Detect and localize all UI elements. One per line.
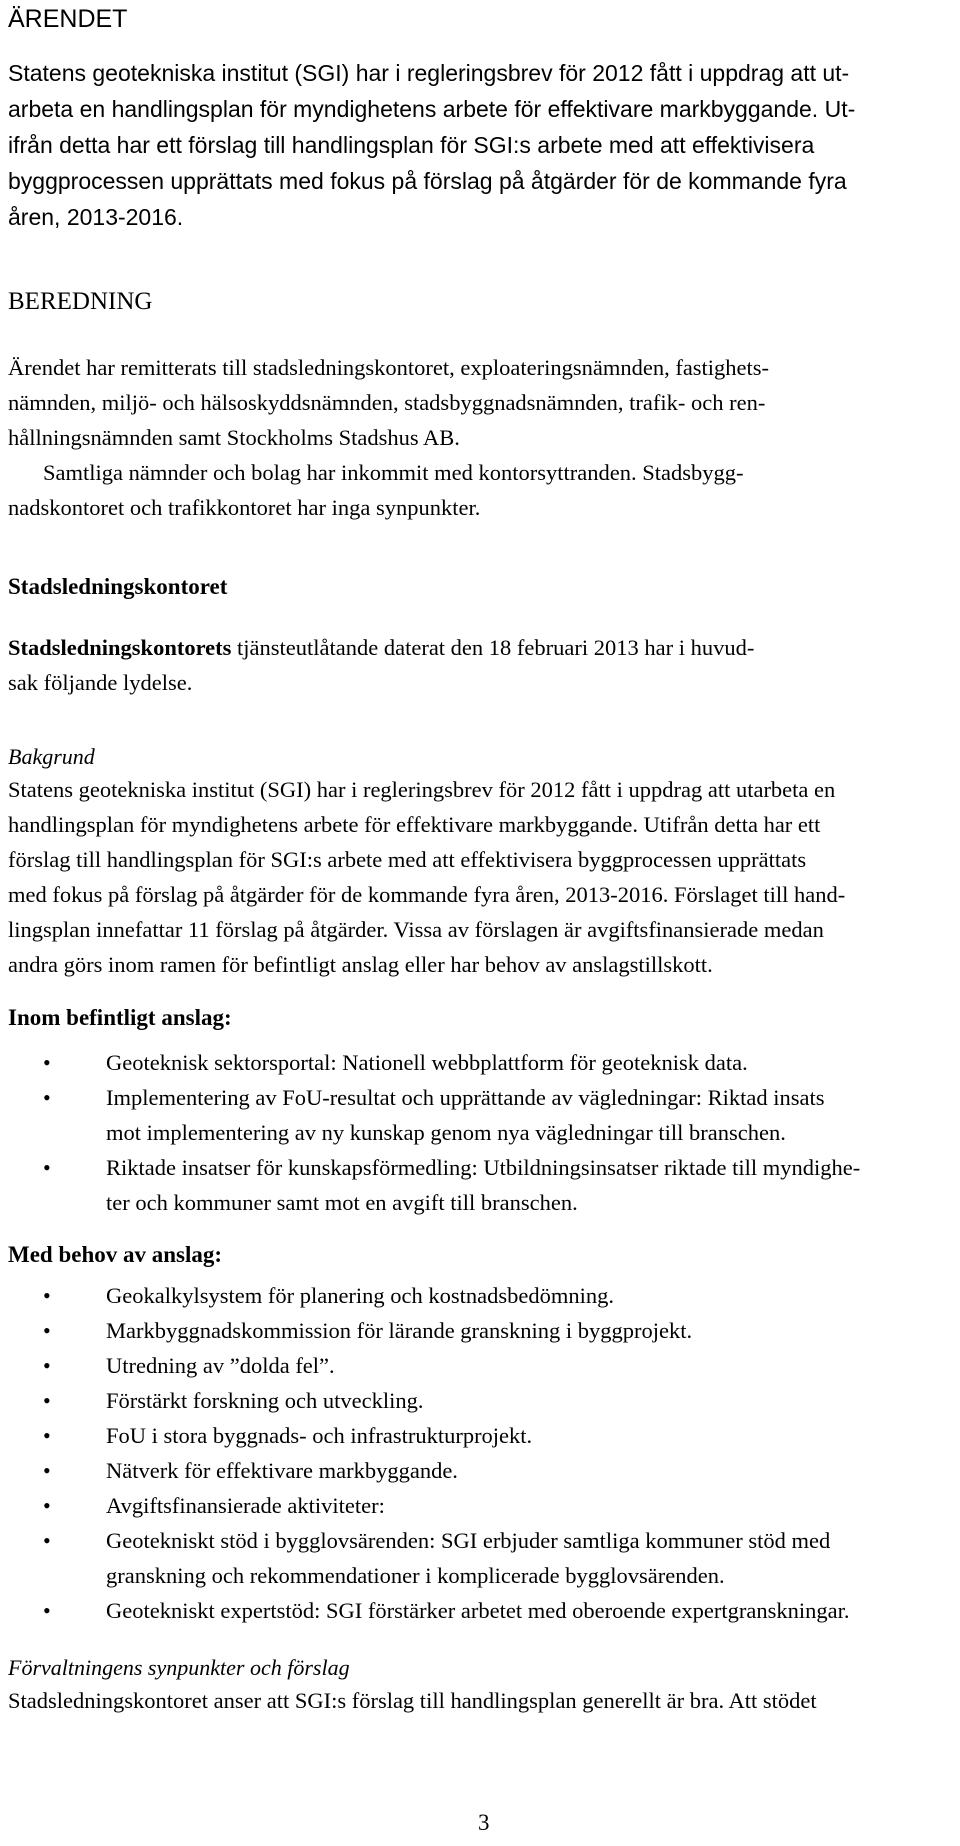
- text-line: ter och kommuner samt mot en avgift till branschen.: [106, 1190, 578, 1215]
- bullet-icon: •: [43, 1423, 51, 1448]
- beredning-paragraph: [8, 350, 943, 525]
- text-line: Förstärkt forskning och utveckling.: [106, 1388, 424, 1413]
- bullet-icon: •: [43, 1283, 51, 1308]
- text-line: åren, 2013-2016.: [8, 204, 184, 230]
- bullet-icon: •: [43, 1050, 51, 1075]
- text-line: nadskontoret och trafikkontoret har inga synpunkter.: [8, 495, 481, 520]
- text-line: lingsplan innefattar 11 förslag på åtgärder. Vissa av förslagen är avgiftsfinansierade medan: [8, 917, 824, 942]
- section-heading-beredning: BEREDNING: [8, 288, 153, 315]
- text-line: Samtliga nämnder och bolag har inkommit med kontorsyttranden. Stadsbygg-: [43, 460, 744, 485]
- subheading-med-behov-av-anslag: Med behov av anslag:: [8, 1242, 223, 1267]
- text-line: Geoteknisk sektorsportal: Nationell webbplattform för geoteknisk data.: [106, 1050, 748, 1075]
- text-line: [8, 630, 943, 665]
- subheading-inom-befintligt-anslag: Inom befintligt anslag:: [8, 1005, 232, 1030]
- text-line: byggprocessen upprättats med fokus på förslag på åtgärder för de kommande fyra: [8, 168, 847, 194]
- text-line: Stadsledningskontoret anser att SGI:s förslag till handlingsplan generellt är bra. Att stödet: [8, 1688, 817, 1713]
- bullet-icon: •: [43, 1528, 51, 1553]
- text-line: Geokalkylsystem för planering och kostnadsbedömning.: [106, 1283, 615, 1308]
- stadsledningskontoret-intro: [8, 630, 943, 700]
- bullet-icon: •: [43, 1598, 51, 1623]
- intro-bold-term: Stadsledningskontorets: [8, 635, 232, 660]
- bullet-icon: •: [43, 1458, 51, 1483]
- list-item: [8, 1313, 943, 1348]
- text-line: nämnden, miljö- och hälsoskyddsnämnden, stadsbyggnadsnämnden, trafik- och ren-: [8, 390, 766, 415]
- text-line: sak följande lydelse.: [8, 670, 193, 695]
- text-line: granskning och rekommendationer i komplicerade bygglovsärenden.: [106, 1563, 725, 1588]
- bullet-list-inom-befintligt: [8, 1045, 943, 1220]
- bullet-icon: •: [43, 1493, 51, 1518]
- text-line: andra görs inom ramen för befintligt anslag eller har behov av anslagstillskott.: [8, 952, 713, 977]
- list-item: [8, 1150, 943, 1220]
- list-item: [8, 1418, 943, 1453]
- text-line: hållningsnämnden samt Stockholms Stadshus AB.: [8, 425, 460, 450]
- arendet-paragraph: [8, 55, 943, 235]
- list-item: [8, 1080, 943, 1150]
- section-heading-arendet: ÄRENDET: [8, 5, 128, 33]
- text-line: Utredning av ”dolda fel”.: [106, 1353, 335, 1378]
- list-item: [8, 1593, 943, 1628]
- intro-rest: tjänsteutlåtande daterat den 18 februari 2013 har i huvud-: [231, 635, 755, 660]
- bakgrund-paragraph: [8, 772, 943, 982]
- subheading-bakgrund: Bakgrund: [8, 744, 95, 769]
- text-line: Ärendet har remitterats till stadsledningskontoret, exploateringsnämnden, fastighets-: [8, 355, 770, 380]
- list-item: [8, 1453, 943, 1488]
- text-line: förslag till handlingsplan för SGI:s arbete med att effektivisera byggprocessen upprättats: [8, 847, 807, 872]
- bullet-icon: •: [43, 1388, 51, 1413]
- text-line: Implementering av FoU-resultat och upprättande av vägledningar: Riktad insats: [106, 1085, 825, 1110]
- text-line: Riktade insatser för kunskapsförmedling: Utbildningsinsatser riktade till myndighe-: [106, 1155, 861, 1180]
- forvaltningens-paragraph: [8, 1683, 943, 1718]
- bullet-icon: •: [43, 1318, 51, 1343]
- text-line: mot implementering av ny kunskap genom nya vägledningar till branschen.: [106, 1120, 786, 1145]
- bullet-list-med-behov: [8, 1278, 943, 1628]
- list-item: [8, 1348, 943, 1383]
- text-line: Geotekniskt expertstöd: SGI förstärker arbetet med oberoende expertgranskningar.: [106, 1598, 850, 1623]
- text-line: handlingsplan för myndighetens arbete för effektivare markbyggande. Utifrån detta har ett: [8, 812, 821, 837]
- list-item: [8, 1045, 943, 1080]
- bullet-icon: •: [43, 1155, 51, 1180]
- list-item: [8, 1278, 943, 1313]
- text-line: Avgiftsfinansierade aktiviteter:: [106, 1493, 385, 1518]
- text-line: ifrån detta har ett förslag till handlingsplan för SGI:s arbete med att effektivisera: [8, 132, 815, 158]
- subheading-forvaltningens-synpunkter: Förvaltningens synpunkter och förslag: [8, 1655, 350, 1680]
- text-line: Statens geotekniska institut (SGI) har i regleringsbrev för 2012 fått i uppdrag att ut-: [8, 60, 850, 86]
- bullet-icon: •: [43, 1085, 51, 1110]
- text-line: arbeta en handlingsplan för myndighetens arbete för effektivare markbyggande. Ut-: [8, 96, 856, 122]
- section-heading-stadsledningskontoret: Stadsledningskontoret: [8, 574, 228, 599]
- list-item: [8, 1488, 943, 1523]
- text-line: med fokus på förslag på åtgärder för de kommande fyra åren, 2013-2016. Förslaget till hand-: [8, 882, 846, 907]
- text-line: Statens geotekniska institut (SGI) har i regleringsbrev för 2012 fått i uppdrag att utarbeta en: [8, 777, 836, 802]
- text-line: Geotekniskt stöd i bygglovsärenden: SGI erbjuder samtliga kommuner stöd med: [106, 1528, 831, 1553]
- list-item: [8, 1523, 943, 1593]
- list-item: [8, 1383, 943, 1418]
- page-number: 3: [478, 1810, 490, 1835]
- text-line: Nätverk för effektivare markbyggande.: [106, 1458, 458, 1483]
- bullet-icon: •: [43, 1353, 51, 1378]
- text-line: FoU i stora byggnads- och infrastrukturprojekt.: [106, 1423, 533, 1448]
- text-line: Markbyggnadskommission för lärande granskning i byggprojekt.: [106, 1318, 693, 1343]
